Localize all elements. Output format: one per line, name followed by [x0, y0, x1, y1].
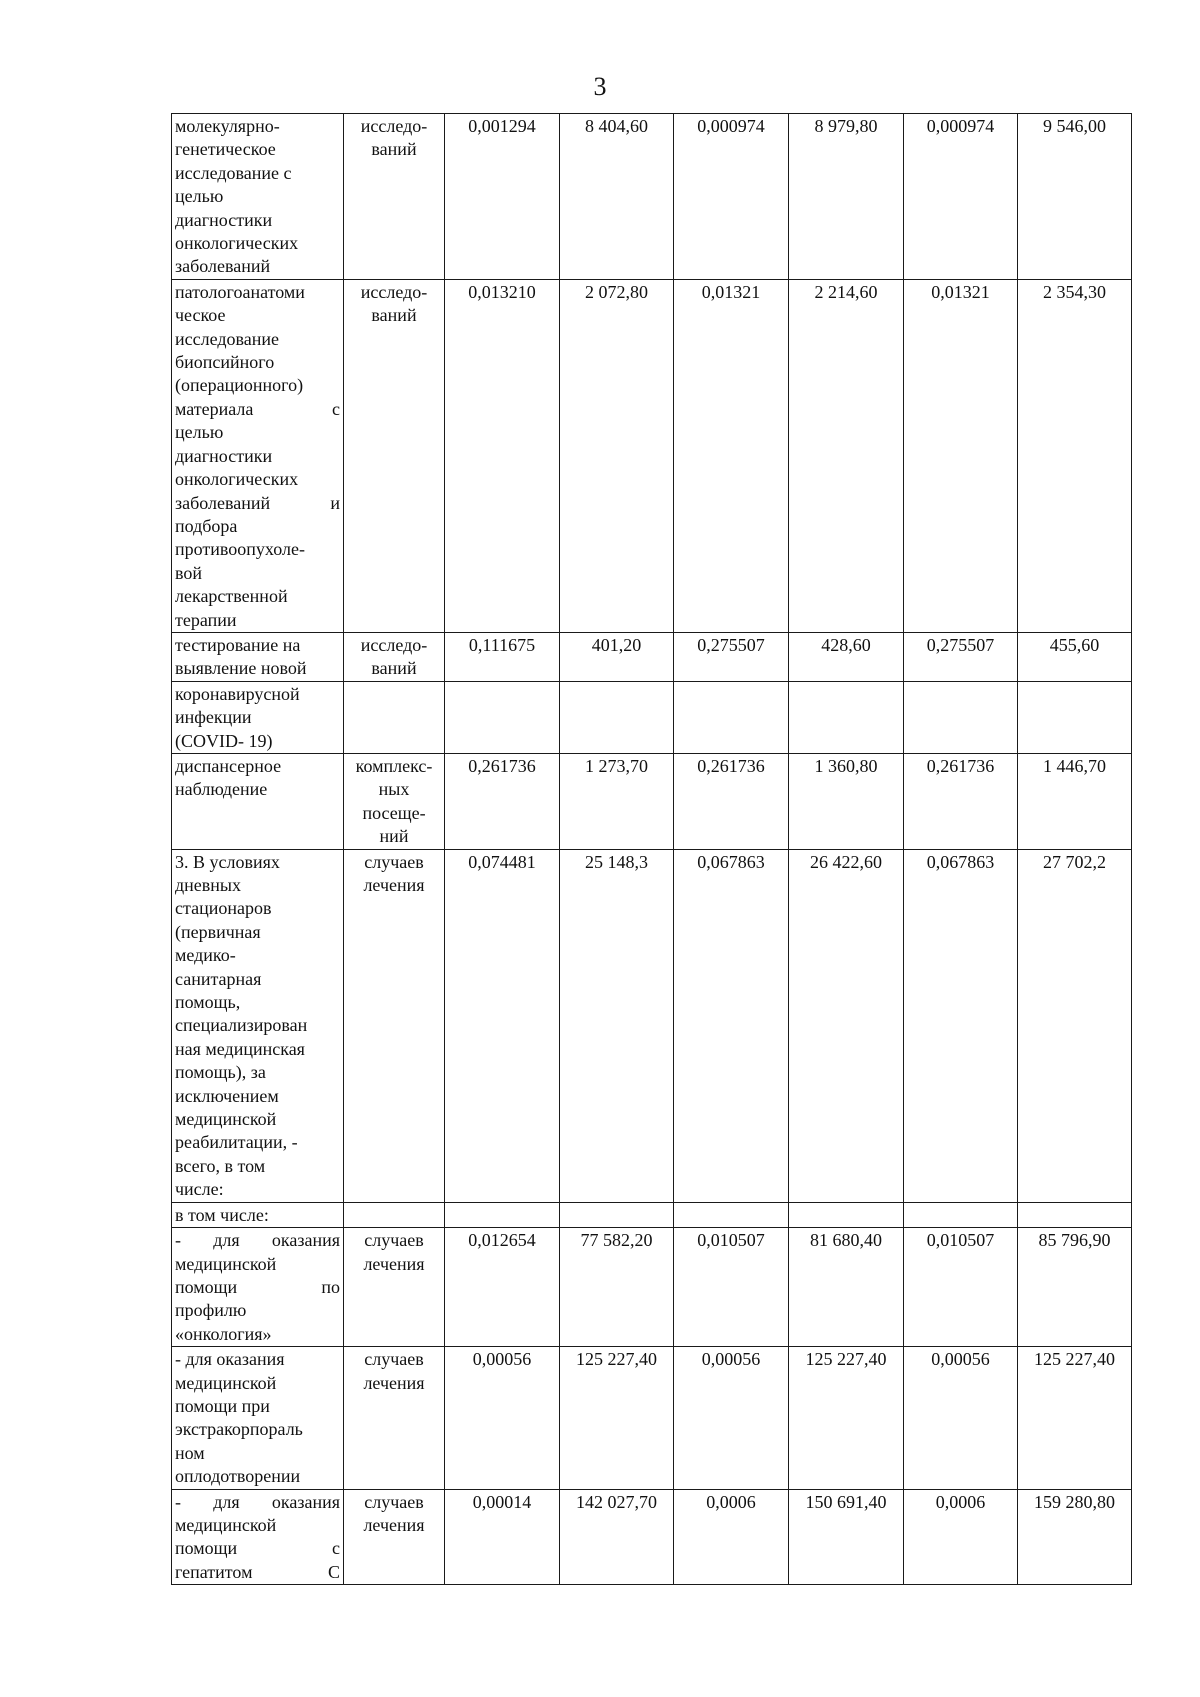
- row-name-line: ном: [175, 1442, 205, 1463]
- value-cell-6: [1018, 1202, 1132, 1227]
- value-cell-5: 0,0006: [904, 1489, 1018, 1585]
- row-name-line: профилю: [175, 1300, 247, 1321]
- row-unit-line: исследо-: [360, 116, 428, 136]
- value-cell-5: [904, 1202, 1018, 1227]
- row-name-line: диагностики: [175, 209, 273, 230]
- row-name-cell: [172, 849, 344, 1202]
- row-name-line: «онкология»: [175, 1323, 272, 1344]
- table-row: [172, 753, 1132, 849]
- value-cell-1: 0,012654: [445, 1228, 560, 1347]
- row-name-line: исследование с: [175, 162, 292, 183]
- table-row: [172, 1489, 1132, 1585]
- value-cell-4: 428,60: [789, 632, 904, 681]
- table-row: [172, 114, 1132, 280]
- row-unit-line: случаев: [364, 851, 424, 872]
- value-cell-6: 125 227,40: [1018, 1347, 1132, 1489]
- row-unit-line: комплекс-: [355, 755, 433, 776]
- row-name-line: стационаров: [175, 898, 272, 919]
- row-name-line: онкологических: [175, 469, 299, 490]
- row-unit-line: исследо-: [360, 634, 428, 655]
- row-name-line: помощи с: [175, 1538, 340, 1559]
- row-name-line: ческое: [175, 305, 226, 326]
- row-name-line: тестирование на: [175, 634, 301, 655]
- row-name-cell: [172, 1202, 344, 1227]
- value-cell-6: 455,60: [1018, 632, 1132, 681]
- value-cell-5: 0,010507: [904, 1228, 1018, 1347]
- value-cell-4: 2 214,60: [789, 279, 904, 632]
- page-number: 3: [593, 72, 607, 101]
- row-name-line: вой: [175, 562, 203, 583]
- value-cell-3: 0,261736: [674, 753, 789, 849]
- row-name-line: диспансерное: [175, 755, 282, 776]
- value-cell-6: 1 446,70: [1018, 753, 1132, 849]
- row-name-line: наблюдение: [175, 779, 268, 800]
- row-unit-line: лечения: [363, 1253, 425, 1274]
- row-unit-cell: [344, 1202, 445, 1227]
- row-name-cell: [172, 1489, 344, 1585]
- row-unit-cell: [344, 114, 445, 280]
- row-name-line: дневных: [175, 875, 242, 895]
- row-name-line: медицинской: [175, 1109, 277, 1130]
- value-cell-1: 0,001294: [445, 114, 560, 280]
- value-cell-2: 1 273,70: [560, 753, 674, 849]
- row-unit-line: случаев: [364, 1491, 424, 1512]
- row-name-cell: [172, 114, 344, 280]
- value-cell-6: [1018, 681, 1132, 753]
- value-cell-4: 81 680,40: [789, 1228, 904, 1347]
- row-unit-cell: [344, 753, 445, 849]
- value-cell-2: 8 404,60: [560, 114, 674, 280]
- value-cell-1: [445, 1202, 560, 1227]
- row-name-line: диагностики: [175, 445, 273, 466]
- row-unit-line: лечения: [363, 875, 425, 895]
- row-name-line: инфекции: [175, 707, 252, 728]
- value-cell-1: 0,00014: [445, 1489, 560, 1585]
- row-name-cell: [172, 632, 344, 681]
- row-unit-cell: [344, 1347, 445, 1489]
- row-name-line: - для оказания: [175, 1230, 340, 1251]
- value-cell-5: 0,275507: [904, 632, 1018, 681]
- row-name-cell: [172, 1228, 344, 1347]
- value-cell-1: [445, 681, 560, 753]
- row-unit-cell: [344, 279, 445, 632]
- row-name-line: ная медицинская: [175, 1038, 305, 1059]
- row-name-line: помощи при: [175, 1395, 270, 1416]
- row-name-line: онкологических: [175, 233, 299, 254]
- row-name-line: заболеваний: [175, 256, 271, 277]
- value-cell-3: 0,00056: [674, 1347, 789, 1489]
- value-cell-4: 125 227,40: [789, 1347, 904, 1489]
- row-unit-line: ний: [379, 826, 409, 847]
- table-row: [172, 1202, 1132, 1227]
- value-cell-4: [789, 681, 904, 753]
- row-name-line: реабилитации, -: [175, 1132, 298, 1153]
- table-row: [172, 681, 1132, 753]
- value-cell-3: 0,0006: [674, 1489, 789, 1585]
- row-name-line: (операционного): [175, 375, 304, 396]
- value-cell-3: 0,275507: [674, 632, 789, 681]
- value-cell-4: [789, 1202, 904, 1227]
- value-cell-3: [674, 1202, 789, 1227]
- row-name-line: генетическое: [175, 139, 276, 160]
- value-cell-5: 0,00056: [904, 1347, 1018, 1489]
- row-name-line: оплодотворении: [175, 1466, 301, 1487]
- row-unit-line: ваний: [371, 139, 417, 160]
- value-cell-5: [904, 681, 1018, 753]
- row-name-line: медицинской: [175, 1253, 277, 1274]
- value-cell-2: 142 027,70: [560, 1489, 674, 1585]
- value-cell-4: 8 979,80: [789, 114, 904, 280]
- value-cell-1: 0,00056: [445, 1347, 560, 1489]
- row-name-line: медицинской: [175, 1514, 277, 1535]
- row-name-line: противоопухоле-: [175, 539, 305, 560]
- row-unit-cell: [344, 1489, 445, 1585]
- row-name-line: медицинской: [175, 1372, 277, 1393]
- table-row: [172, 849, 1132, 1202]
- value-cell-2: 77 582,20: [560, 1228, 674, 1347]
- row-name-line: подбора: [175, 515, 238, 536]
- row-name-line: (COVID- 19): [175, 730, 273, 751]
- row-name-cell: [172, 681, 344, 753]
- value-cell-2: [560, 681, 674, 753]
- row-name-line: заболеваний и: [175, 492, 340, 513]
- row-name-line: коронавирусной: [175, 683, 300, 704]
- row-unit-cell: [344, 849, 445, 1202]
- row-name-line: терапии: [175, 609, 237, 630]
- value-cell-3: [674, 681, 789, 753]
- row-unit-line: посеще-: [362, 802, 426, 823]
- value-cell-5: 0,01321: [904, 279, 1018, 632]
- row-name-cell: [172, 279, 344, 632]
- row-name-line: биопсийного: [175, 352, 275, 373]
- row-unit-line: ных: [378, 779, 410, 800]
- table-row: [172, 632, 1132, 681]
- row-name-line: гепатитом С: [175, 1561, 340, 1582]
- row-name-line: медико-: [175, 945, 236, 966]
- value-cell-1: 0,111675: [445, 632, 560, 681]
- row-unit-cell: [344, 632, 445, 681]
- row-name-line: - для оказания: [175, 1491, 340, 1512]
- row-unit-line: случаев: [364, 1349, 424, 1370]
- value-cell-1: 0,074481: [445, 849, 560, 1202]
- value-cell-3: 0,010507: [674, 1228, 789, 1347]
- table-row: [172, 1228, 1132, 1347]
- row-name-cell: [172, 753, 344, 849]
- value-cell-4: 150 691,40: [789, 1489, 904, 1585]
- row-name-line: патологоанатоми: [175, 281, 305, 302]
- row-unit-line: случаев: [364, 1230, 424, 1251]
- value-cell-4: 1 360,80: [789, 753, 904, 849]
- tariff-table: [171, 113, 1132, 1585]
- row-name-line: всего, в том: [175, 1155, 266, 1176]
- row-name-line: помощи по: [175, 1276, 340, 1297]
- value-cell-2: 25 148,3: [560, 849, 674, 1202]
- row-name-line: - для оказания: [175, 1349, 285, 1370]
- row-unit-line: ваний: [371, 305, 417, 326]
- value-cell-5: 0,000974: [904, 114, 1018, 280]
- row-name-line: помощь,: [175, 992, 241, 1013]
- value-cell-6: 27 702,2: [1018, 849, 1132, 1202]
- row-unit-line: лечения: [363, 1514, 425, 1535]
- value-cell-5: 0,067863: [904, 849, 1018, 1202]
- row-name-line: санитарная: [175, 968, 262, 989]
- row-name-line: (первичная: [175, 921, 261, 942]
- row-name-line: специализирован: [175, 1015, 308, 1036]
- row-name-line: молекулярно-: [175, 116, 280, 136]
- value-cell-2: 401,20: [560, 632, 674, 681]
- value-cell-3: 0,01321: [674, 279, 789, 632]
- value-cell-1: 0,013210: [445, 279, 560, 632]
- value-cell-5: 0,261736: [904, 753, 1018, 849]
- value-cell-6: 2 354,30: [1018, 279, 1132, 632]
- row-name-line: в том числе:: [175, 1204, 269, 1225]
- value-cell-3: 0,000974: [674, 114, 789, 280]
- row-name-line: материала с: [175, 398, 340, 419]
- row-unit-line: исследо-: [360, 281, 428, 302]
- table-row: [172, 1347, 1132, 1489]
- value-cell-2: 2 072,80: [560, 279, 674, 632]
- row-name-line: исключением: [175, 1085, 279, 1106]
- value-cell-6: 159 280,80: [1018, 1489, 1132, 1585]
- value-cell-2: [560, 1202, 674, 1227]
- row-unit-line: ваний: [371, 658, 417, 679]
- row-name-line: исследование: [175, 328, 280, 349]
- row-name-line: помощь), за: [175, 1062, 266, 1083]
- value-cell-3: 0,067863: [674, 849, 789, 1202]
- value-cell-1: 0,261736: [445, 753, 560, 849]
- value-cell-4: 26 422,60: [789, 849, 904, 1202]
- value-cell-6: 85 796,90: [1018, 1228, 1132, 1347]
- row-name-line: целью: [175, 186, 224, 207]
- row-name-line: экстракорпораль: [175, 1419, 303, 1440]
- row-name-line: 3. В условиях: [175, 851, 280, 872]
- row-unit-cell: [344, 681, 445, 753]
- row-name-line: выявление новой: [175, 658, 307, 679]
- row-unit-line: лечения: [363, 1372, 425, 1393]
- row-name-line: лекарственной: [175, 586, 288, 607]
- row-unit-cell: [344, 1228, 445, 1347]
- value-cell-2: 125 227,40: [560, 1347, 674, 1489]
- value-cell-6: 9 546,00: [1018, 114, 1132, 280]
- row-name-cell: [172, 1347, 344, 1489]
- row-name-line: целью: [175, 422, 224, 443]
- table-row: [172, 279, 1132, 632]
- row-name-line: числе:: [175, 1179, 224, 1200]
